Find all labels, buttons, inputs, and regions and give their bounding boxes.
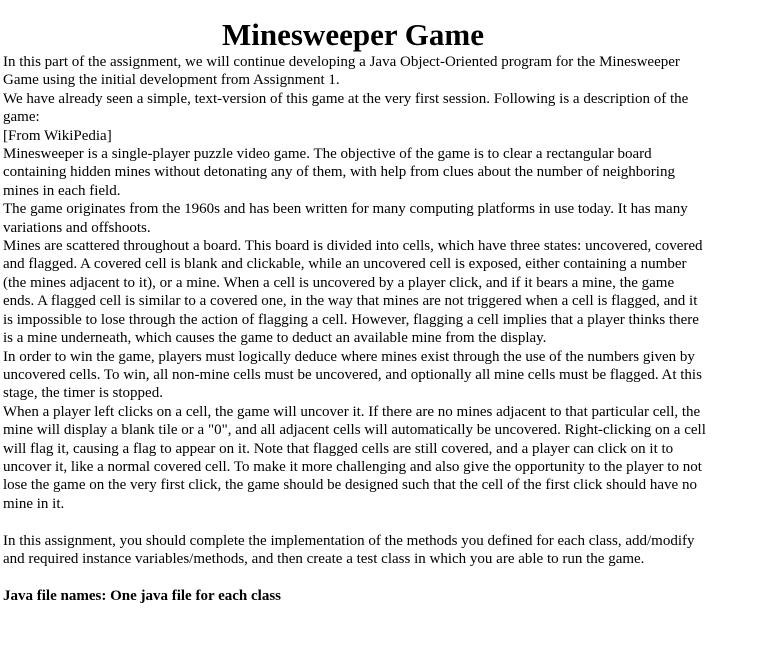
paragraph-spacer	[3, 568, 709, 586]
document-page	[3, 0, 709, 605]
assignment-paragraph: In this assignment, you should complete the implementation of the methods you defined for each class, add/modify and required instance variables/methods, and then create a test class in which you are able to run the game.	[3, 532, 695, 567]
game-history-paragraph: The game originates from the 1960s and has been written for many computing platforms in use today. It has many variations and offshoots.	[3, 201, 688, 236]
source-citation: [From WikiPedia]	[3, 127, 112, 144]
file-names-heading: Java file names: One java file for each class	[3, 587, 282, 604]
cell-states-paragraph: Mines are scattered throughout a board. This board is divided into cells, which have three states: uncovered, covered and flagged. A covered cell is blank and clickable, while an uncovered cell is exposed, either containing a number (the mines adjacent to it), or a mine. When a cell is uncovered by a player click, and if it bears a mine, the game ends. A flagged cell is similar to a covered one, in the way that mines are not triggered when a cell is flagged, and it is impossible to lose through the action of flagging a cell. However, flagging a cell implies that a player thinks there is a mine underneath, which causes the game to deduct an available mine from the display.	[3, 238, 703, 347]
paragraph-spacer	[3, 513, 709, 531]
description-intro-paragraph: We have already seen a simple, text-version of this game at the very first session. Following is a description of the game:	[3, 90, 689, 126]
page-title: Minesweeper Game	[222, 17, 484, 52]
game-overview-paragraph: Minesweeper is a single-player puzzle video game. The objective of the game is to clear a rectangular board containing hidden mines without detonating any of them, with help from clues about the number of neighboring mines in each field.	[3, 146, 675, 199]
intro-paragraph: In this part of the assignment, we will continue developing a Java Object-Oriented program for the Minesweeper Game using the initial development from Assignment 1.	[3, 54, 680, 89]
win-condition-paragraph: In order to win the game, players must logically deduce where mines exist through the use of the numbers given by uncovered cells. To win, all non-mine cells must be uncovered, and optionally all mine cells must be flagged. At this stage, the timer is stopped.	[3, 348, 702, 402]
click-behavior-paragraph: When a player left clicks on a cell, the game will uncover it. If there are no mines adjacent to that particular cell, the mine will display a blank tile or a "0", and all adjacent cells will automatically be uncovered. Right-clicking on a cell will flag it, causing a flag to appear on it. Note that flagged cells are still covered, and a player can click on it to uncover it, like a normal covered cell. To make it more challenging and also give the opportunity to the player to not lose the game on the very first click, the game should be designed such that the cell of the first click should have no mine in it.	[3, 403, 706, 512]
